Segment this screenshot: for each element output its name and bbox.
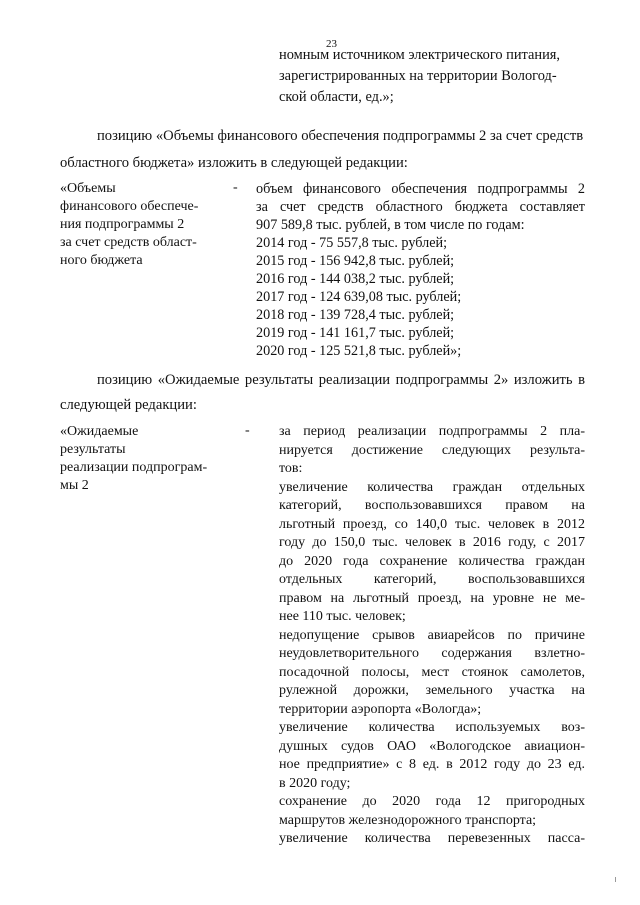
section1-left-label: «Объемы (60, 181, 116, 196)
section2-dash: - (245, 423, 250, 438)
section2-value-line: в 2020 году; (279, 775, 351, 791)
section2-value-line: сохранение до 2020 года 12 пригородных (279, 794, 585, 809)
section2-value-line: за период реализации подпрограммы 2 пла- (279, 424, 585, 439)
section2-intro-line: следующей редакции: (60, 397, 197, 413)
section2-left-label: мы 2 (60, 478, 89, 493)
section2-value-line: отдельных категорий, воспользовавшихся (279, 572, 585, 587)
top-text-line: номным источником электрического питания, (279, 47, 561, 63)
section2-value-line: увеличение количества граждан отдельных (279, 479, 585, 495)
section1-intro-line: областного бюджета» изложить в следующей редакции: (60, 155, 408, 171)
page-number: 23 (326, 38, 337, 50)
section2-value-line: территории аэропорта «Вологда»; (279, 701, 482, 717)
section2-value-line: нируется достижение следующих результа- (279, 442, 585, 458)
section1-value-line: 2015 год - 156 942,8 тыс. рублей; (256, 253, 455, 269)
section1-value-line: 2016 год - 144 038,2 тыс. рублей; (256, 271, 455, 287)
section1-left-label: финансового обеспече- (60, 199, 199, 214)
section1-value-line: 2019 год - 141 161,7 тыс. рублей; (256, 325, 455, 341)
section2-value-line: до 2020 года сохранение количества граждан (279, 553, 585, 569)
section1-value-line: 2018 год - 139 728,4 тыс. рублей; (256, 307, 455, 323)
section2-value-line: маршрутов железнодорожного транспорта; (279, 812, 537, 828)
section2-value-line: льготный проезд, со 140,0 тыс. человек в 2012 (279, 516, 585, 532)
section2-intro-line: позицию «Ожидаемые результаты реализации подпрограммы 2» изложить в (97, 372, 585, 388)
section2-value-line: недопущение срывов авиарейсов по причине (279, 627, 585, 643)
section2-value-line: нее 110 тыс. человек; (279, 609, 406, 624)
section2-value-line: неудовлетворительного содержания взлетно- (279, 646, 585, 661)
section2-left-label: «Ожидаемые (60, 424, 139, 439)
section2-value-line: тов: (279, 461, 303, 476)
section1-value-line: 2014 год - 75 557,8 тыс. рублей; (256, 235, 448, 251)
section2-value-line: увеличение количества используемых воз- (279, 720, 585, 735)
scan-mark (615, 877, 616, 882)
section2-value-line: категорий, воспользовавшихся правом на (279, 498, 585, 513)
section1-left-label: за счет средств област- (60, 235, 197, 250)
section2-left-label: результаты (60, 442, 126, 457)
top-text-line: ской области, ед.»; (279, 89, 394, 105)
section1-dash: - (233, 180, 238, 195)
section2-value-line: году до 150,0 тыс. человек в 2016 году, с 2017 (279, 535, 585, 550)
section2-value-line: ное предприятие» с 8 ед. в 2012 году до 23 ед. (279, 757, 585, 772)
section1-value-line: 2017 год - 124 639,08 тыс. рублей; (256, 289, 462, 305)
top-text-line: зарегистрированных на территории Вологод- (279, 68, 557, 84)
section2-value-line: правом на льготный проезд, на уровне не ме- (279, 590, 585, 606)
section1-left-label: ния подпрограммы 2 (60, 217, 185, 232)
section2-value-line: посадочной полосы, мест стоянок самолетов, (279, 664, 585, 680)
section2-value-line: душных судов ОАО «Вологодское авиацион- (279, 738, 585, 754)
section2-value-line: рулежной дорожки, земельного участка на (279, 683, 585, 698)
section2-value-line: увеличение количества перевезенных пасса- (279, 831, 585, 846)
section1-intro-line: позицию «Объемы финансового обеспечения подпрограммы 2 за счет средств (97, 128, 584, 144)
section1-value-line: 907 589,8 тыс. рублей, в том числе по годам: (256, 217, 525, 233)
section1-value-line: 2020 год - 125 521,8 тыс. рублей»; (256, 343, 462, 359)
section1-value-line: объем финансового обеспечения подпрограммы 2 (256, 181, 585, 197)
section1-left-label: ного бюджета (60, 253, 143, 268)
section2-left-label: реализации подпрограм- (60, 460, 208, 475)
section1-value-line: за счет средств областного бюджета составляет (256, 199, 585, 215)
